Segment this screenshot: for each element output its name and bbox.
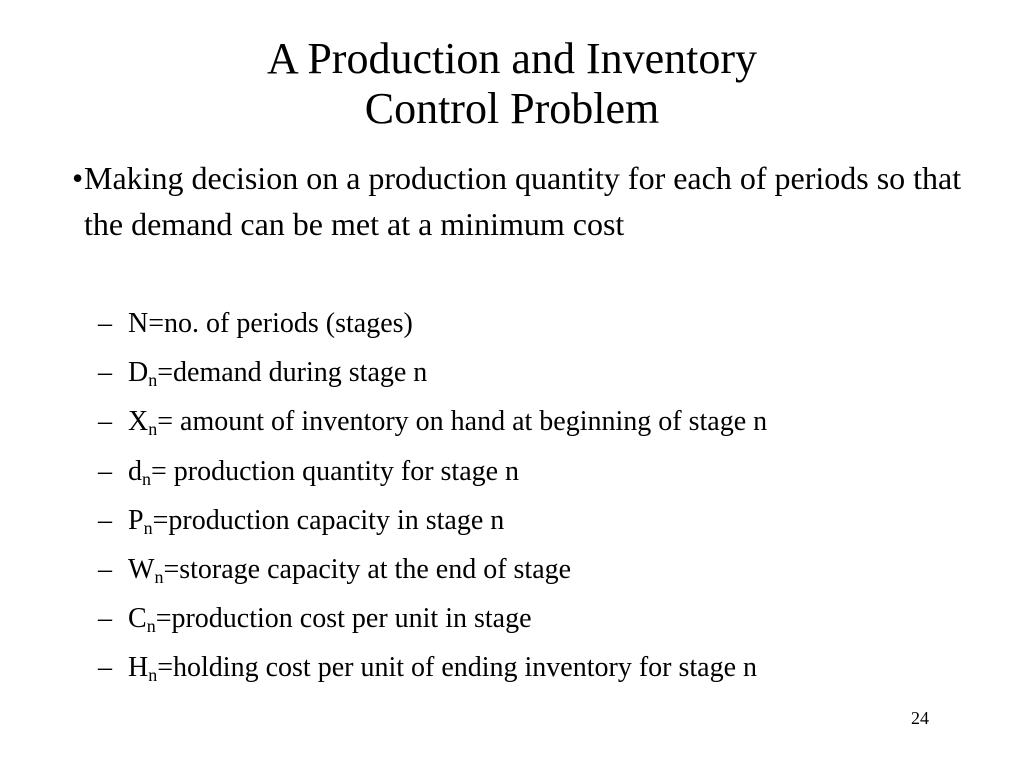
- subscript: n: [143, 517, 153, 538]
- definition-text: =storage capacity at the end of stage: [163, 553, 572, 585]
- dash-marker: –: [98, 504, 112, 536]
- dash-marker: –: [98, 553, 112, 585]
- title-line-2: Control Problem: [364, 84, 660, 133]
- symbol: X: [128, 406, 149, 438]
- title-line-1: A Production and Inventory: [266, 34, 758, 83]
- definition-text: = production quantity for stage n: [151, 455, 520, 487]
- symbol: D: [128, 357, 149, 389]
- dash-marker: –: [98, 455, 112, 487]
- definition-item: [98, 352, 978, 401]
- definition-text: =holding cost per unit of ending inventory for stage n: [157, 652, 758, 684]
- definition-item: [98, 401, 978, 450]
- definition-text: =production cost per unit in stage: [155, 603, 532, 635]
- definition-text: =production capacity in stage n: [152, 504, 505, 536]
- main-bullet: [72, 155, 972, 247]
- definition-text: =demand during stage n: [157, 357, 428, 389]
- definition-text: =no. of periods (stages): [148, 308, 413, 339]
- subscript: n: [146, 616, 156, 637]
- slide-title: [0, 34, 1024, 134]
- symbol: N: [128, 308, 149, 339]
- subscript: n: [148, 419, 158, 440]
- definition-item: [98, 598, 978, 647]
- symbol: H: [128, 652, 149, 684]
- subscript: n: [142, 468, 151, 489]
- dash-marker: –: [98, 357, 112, 389]
- definition-item: [98, 647, 978, 696]
- dash-marker: –: [98, 603, 112, 635]
- bullet-text: Making decision on a production quantity for each of periods so that the demand can be met at a minimum cost: [84, 160, 962, 242]
- definition-item: [98, 303, 978, 352]
- symbol: C: [128, 603, 147, 635]
- symbol: d: [128, 455, 142, 487]
- definition-item: [98, 500, 978, 549]
- subscript: n: [148, 370, 158, 391]
- subscript: n: [154, 566, 164, 587]
- dash-marker: –: [98, 406, 112, 438]
- symbol: W: [128, 553, 155, 585]
- dash-marker: –: [98, 652, 112, 684]
- dash-marker: –: [98, 308, 112, 339]
- bullet-marker: •: [72, 160, 84, 196]
- definition-text: = amount of inventory on hand at beginning of stage n: [157, 406, 768, 438]
- definition-list: [98, 303, 978, 697]
- page-number: 24: [911, 708, 929, 728]
- subscript: n: [148, 665, 158, 686]
- symbol: P: [128, 504, 144, 536]
- definition-item: [98, 549, 978, 598]
- definition-item: [98, 451, 978, 500]
